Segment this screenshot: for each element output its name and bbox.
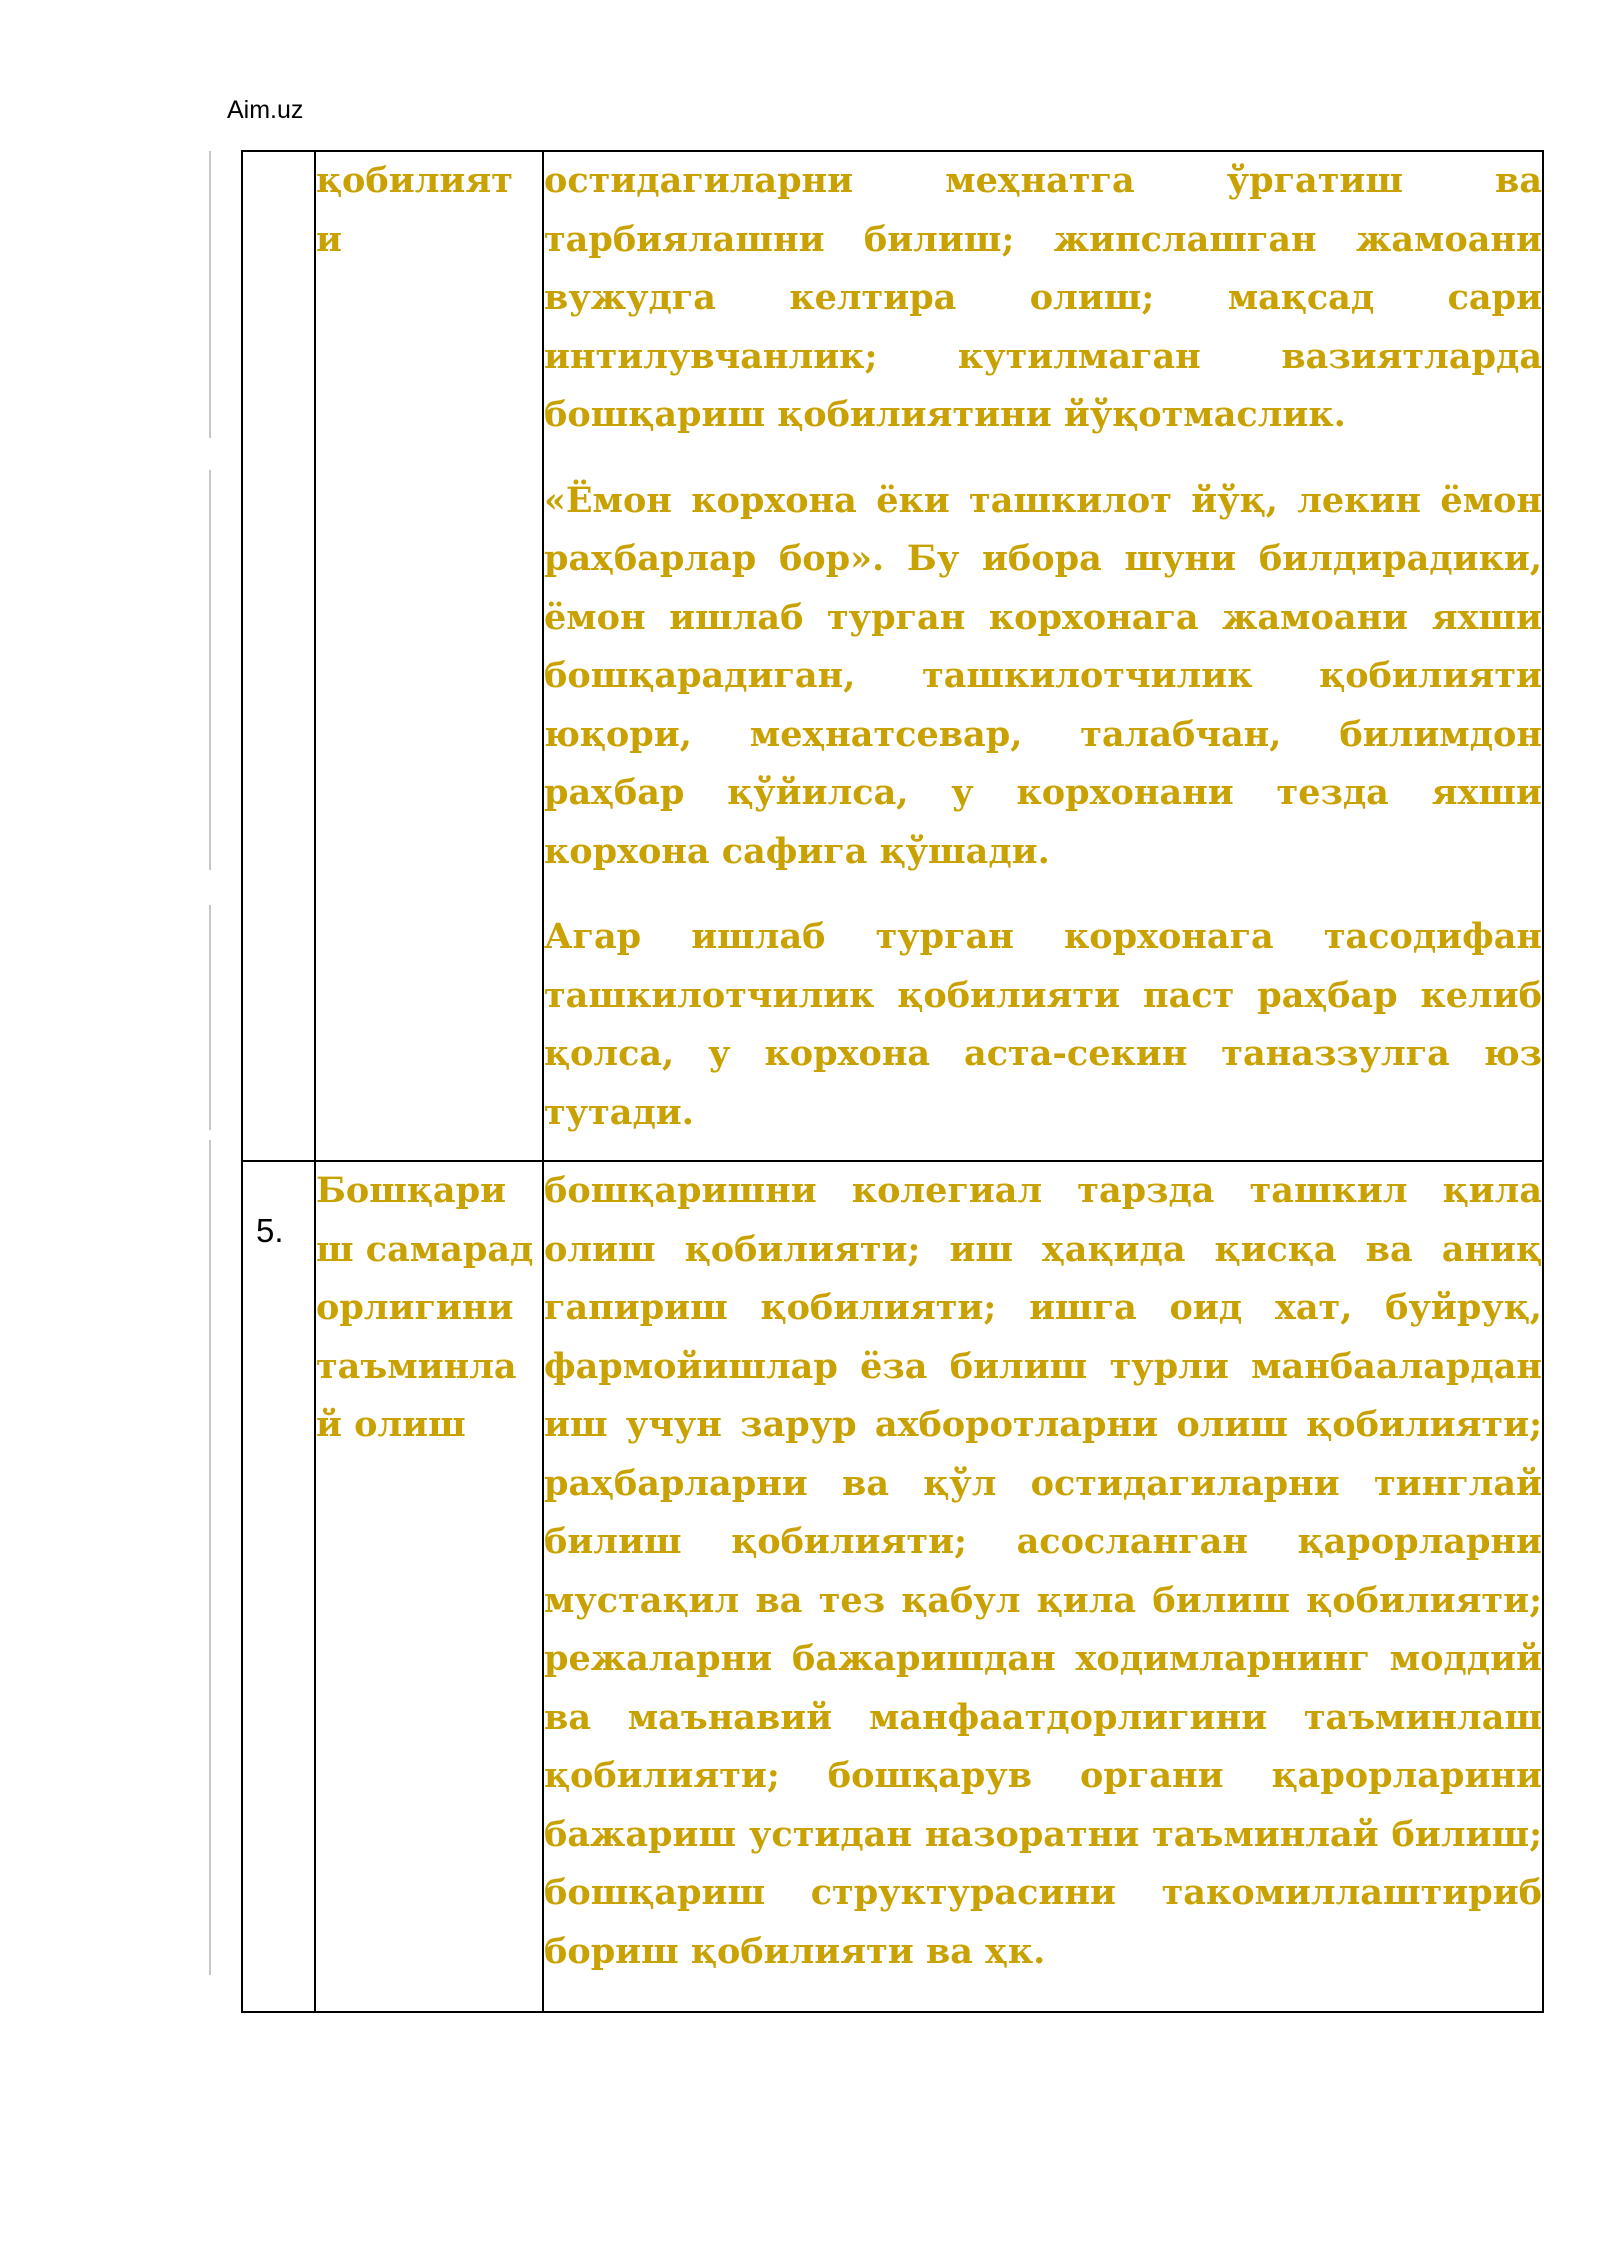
table-row bbox=[242, 151, 1543, 1161]
row-number-cell bbox=[242, 151, 315, 1161]
margin-line bbox=[209, 470, 211, 870]
description-paragraph: «Ёмон корхона ёки ташкилот йўқ, лекин ёмон раҳбарлар бор». Бу ибора шуни билдирадики, ёмон ишлаб турган корхонага жамоани яхши бошқарадиган, ташкилотчилик қобилияти юқори, меҳнатсевар, талабчан, билимдон раҳбар қўйилса, у корхонани тезда яхши корхона сафига қўшади. bbox=[544, 479, 1542, 872]
description-paragraph: Агар ишлаб турган корхонага тасодифан ташкилотчилик қобилияти паст раҳбар келиб қолса, у корхона аста-секин таназзулга юз тутади. bbox=[544, 916, 1542, 1133]
site-watermark: Aim.uz bbox=[227, 96, 304, 124]
quality-name: Бошқариш самарадорлигини таъминлай олиш bbox=[316, 1170, 534, 1445]
row-number: 5. bbox=[256, 1212, 284, 1249]
description-paragraph: бошқаришни колегиал тарзда ташкил қила олиш қобилияти; иш ҳақида қисқа ва аниқ гапириш қобилияти; ишга оид хат, буйруқ, фармойишлар ёза билиш турли манбаалардан иш учун зарур ахборотларни олиш қобилияти; раҳбарларни ва қўл остидагиларни тинглай билиш қобилияти; асосланган қарорларни мустақил ва тез қабул қила билиш қобилияти; режаларни бажаришдан ходимларнинг моддий ва маънавий манфаатдорлигини таъминлаш қобилияти; бошқарув органи қарорларини бажариш устидан назоратни таъминлай билиш; бошқариш структурасини такомиллаштириб бориш қобилияти ва ҳк. bbox=[544, 1170, 1542, 1972]
abilities-table bbox=[241, 150, 1544, 2013]
margin-line bbox=[209, 1140, 211, 1975]
quality-name: қобилият и bbox=[316, 160, 513, 260]
description-cell bbox=[543, 151, 1543, 1161]
row-number bbox=[243, 152, 314, 202]
quality-name-cell bbox=[315, 1161, 543, 2012]
margin-line bbox=[209, 905, 211, 1130]
margin-line bbox=[209, 151, 211, 438]
description-paragraph: остидагиларни меҳнатга ўргатиш ва тарбиялашни билиш; жипслашган жамоани вужудга келтира олиш; мақсад сари интилувчанлик; кутилмаган вазиятларда бошқариш қобилиятини йўқотмаслик. bbox=[544, 160, 1542, 435]
quality-name-cell bbox=[315, 151, 543, 1161]
description-cell bbox=[543, 1161, 1543, 2012]
row-number-cell bbox=[242, 1161, 315, 2012]
table-row bbox=[242, 1161, 1543, 2012]
